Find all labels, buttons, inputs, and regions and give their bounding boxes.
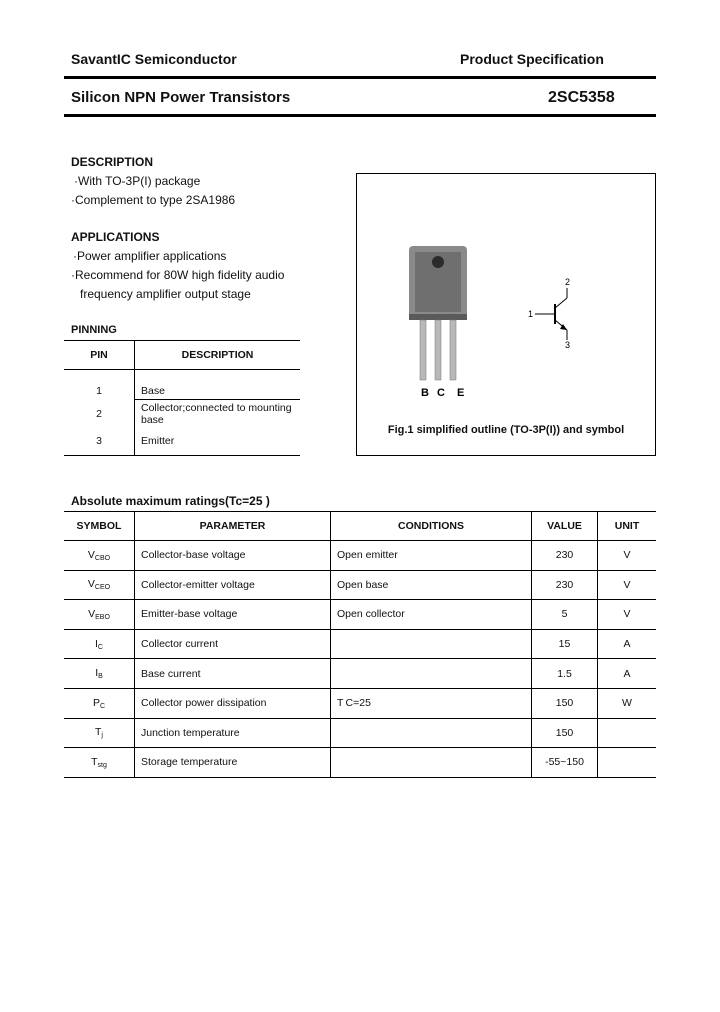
unit-cell (598, 718, 657, 748)
pinning-row (64, 428, 300, 456)
pin-description: Collector;connected to mounting base (141, 401, 292, 426)
symbol-pin-3: 3 (565, 340, 571, 350)
ratings-row (64, 688, 656, 718)
applications-item: frequency amplifier output stage (80, 287, 251, 301)
lead-collector (435, 320, 441, 380)
parameter-cell: Collector power dissipation (135, 688, 331, 718)
ratings-row (64, 718, 656, 748)
pin-description-header: DESCRIPTION (135, 341, 301, 370)
ratings-row (64, 659, 656, 689)
pin-description: Base (135, 370, 301, 400)
symbol-subscript: stg (97, 761, 107, 769)
parameter-cell: Emitter-base voltage (135, 600, 331, 630)
symbol-subscript: EBO (95, 613, 110, 621)
conditions-header: CONDITIONS (331, 512, 532, 541)
unit-cell (598, 748, 657, 778)
symbol-cell (64, 748, 135, 778)
pinning-table (64, 340, 300, 456)
symbol-cell (64, 629, 135, 659)
value-header: VALUE (532, 512, 598, 541)
symbol-letter: T (91, 755, 98, 768)
pinning-row (64, 400, 300, 428)
applications-item: ·Recommend for 80W high fidelity audio (71, 268, 285, 282)
ratings-row (64, 629, 656, 659)
conditions-cell (331, 629, 532, 659)
conditions-cell (331, 659, 532, 689)
unit-cell: V (598, 570, 657, 600)
npn-symbol (535, 288, 567, 340)
unit-cell: A (598, 629, 657, 659)
header-rule-top (64, 76, 656, 79)
pin-number: 2 (64, 400, 135, 428)
symbol-cell (64, 570, 135, 600)
ratings-row (64, 541, 656, 571)
symbol-subscript: C (99, 702, 106, 710)
pin-description: Emitter (135, 428, 301, 456)
parameter-cell: Junction temperature (135, 718, 331, 748)
ratings-row (64, 570, 656, 600)
pinning-row (64, 370, 300, 400)
symbol-letter: I (95, 667, 99, 680)
lead-label-e: E (457, 387, 465, 399)
symbol-letter: V (88, 607, 96, 620)
conditions-cell: Open base (331, 570, 532, 600)
description-item: ·With TO-3P(I) package (74, 174, 201, 188)
applications-title: APPLICATIONS (71, 230, 160, 244)
parameter-cell: Collector-emitter voltage (135, 570, 331, 600)
symbol-letter: V (87, 578, 95, 591)
symbol-cell (64, 600, 135, 630)
symbol-header: SYMBOL (64, 512, 135, 541)
symbol-pin-1: 1 (528, 309, 534, 319)
ratings-body (64, 541, 656, 778)
collector-line (555, 298, 567, 308)
symbol-cell (64, 541, 135, 571)
doc-type: Product Specification (460, 51, 604, 67)
ratings-row (64, 600, 656, 630)
product-family: Silicon NPN Power Transistors (71, 89, 291, 106)
package-base (409, 314, 467, 320)
lead-label-c: C (437, 387, 445, 399)
symbol-letter: I (95, 637, 98, 650)
symbol-subscript: B (98, 673, 103, 681)
figure-caption: Fig.1 simplified outline (TO-3P(I)) and symbol (387, 424, 625, 436)
parameter-cell: Collector current (135, 629, 331, 659)
symbol-pin-2: 2 (565, 277, 571, 287)
value-cell: 150 (532, 718, 598, 748)
parameter-cell: Base current (135, 659, 331, 689)
pinning-title: PINNING (71, 324, 117, 336)
value-cell: 15 (532, 629, 598, 659)
unit-cell: A (598, 659, 657, 689)
header-rule-bottom (64, 114, 656, 117)
pinning-header-row (64, 341, 300, 370)
unit-cell: W (598, 688, 657, 718)
description-item: ·Complement to type 2SA1986 (71, 193, 236, 207)
symbol-subscript: C (97, 643, 103, 651)
symbol-subscript: j (101, 732, 103, 740)
package-illustration (357, 174, 655, 455)
symbol-letter: P (92, 696, 100, 709)
pin-number: 1 (64, 370, 135, 400)
symbol-subscript: CEO (94, 584, 111, 592)
description-title: DESCRIPTION (71, 155, 154, 169)
value-cell: 1.5 (532, 659, 598, 689)
value-cell: 150 (532, 688, 598, 718)
symbol-letter: T (95, 726, 102, 739)
applications-item: ·Power amplifier applications (73, 249, 227, 263)
symbol-cell (64, 659, 135, 689)
value-cell: 5 (532, 600, 598, 630)
parameter-cell: Storage temperature (135, 748, 331, 778)
company-name: SavantIC Semiconductor (71, 51, 237, 67)
value-cell: -55~150 (532, 748, 598, 778)
figure-box (356, 173, 656, 456)
lead-label-b: B (421, 387, 429, 399)
conditions-cell: Open emitter (331, 541, 532, 571)
parameter-header: PARAMETER (135, 512, 331, 541)
ratings-table (64, 511, 656, 778)
conditions-cell: Open collector (331, 600, 532, 630)
ratings-row (64, 748, 656, 778)
unit-cell: V (598, 541, 657, 571)
unit-cell: V (598, 600, 657, 630)
conditions-cell: T C=25 (331, 688, 532, 718)
conditions-cell (331, 748, 532, 778)
ratings-title: Absolute maximum ratings(Tc=25 ) (71, 494, 270, 508)
lead-base (420, 320, 426, 380)
part-number: 2SC5358 (548, 89, 615, 106)
pin-number: 3 (64, 428, 135, 456)
ratings-header-row (64, 512, 656, 541)
conditions-cell (331, 718, 532, 748)
mounting-hole (432, 256, 444, 268)
unit-header: UNIT (598, 512, 657, 541)
symbol-cell (64, 718, 135, 748)
parameter-cell: Collector-base voltage (135, 541, 331, 571)
pin-header: PIN (64, 341, 135, 370)
symbol-subscript: CBO (94, 554, 111, 562)
value-cell: 230 (532, 570, 598, 600)
lead-emitter (450, 320, 456, 380)
symbol-cell (64, 688, 135, 718)
value-cell: 230 (532, 541, 598, 571)
symbol-letter: V (87, 548, 95, 561)
